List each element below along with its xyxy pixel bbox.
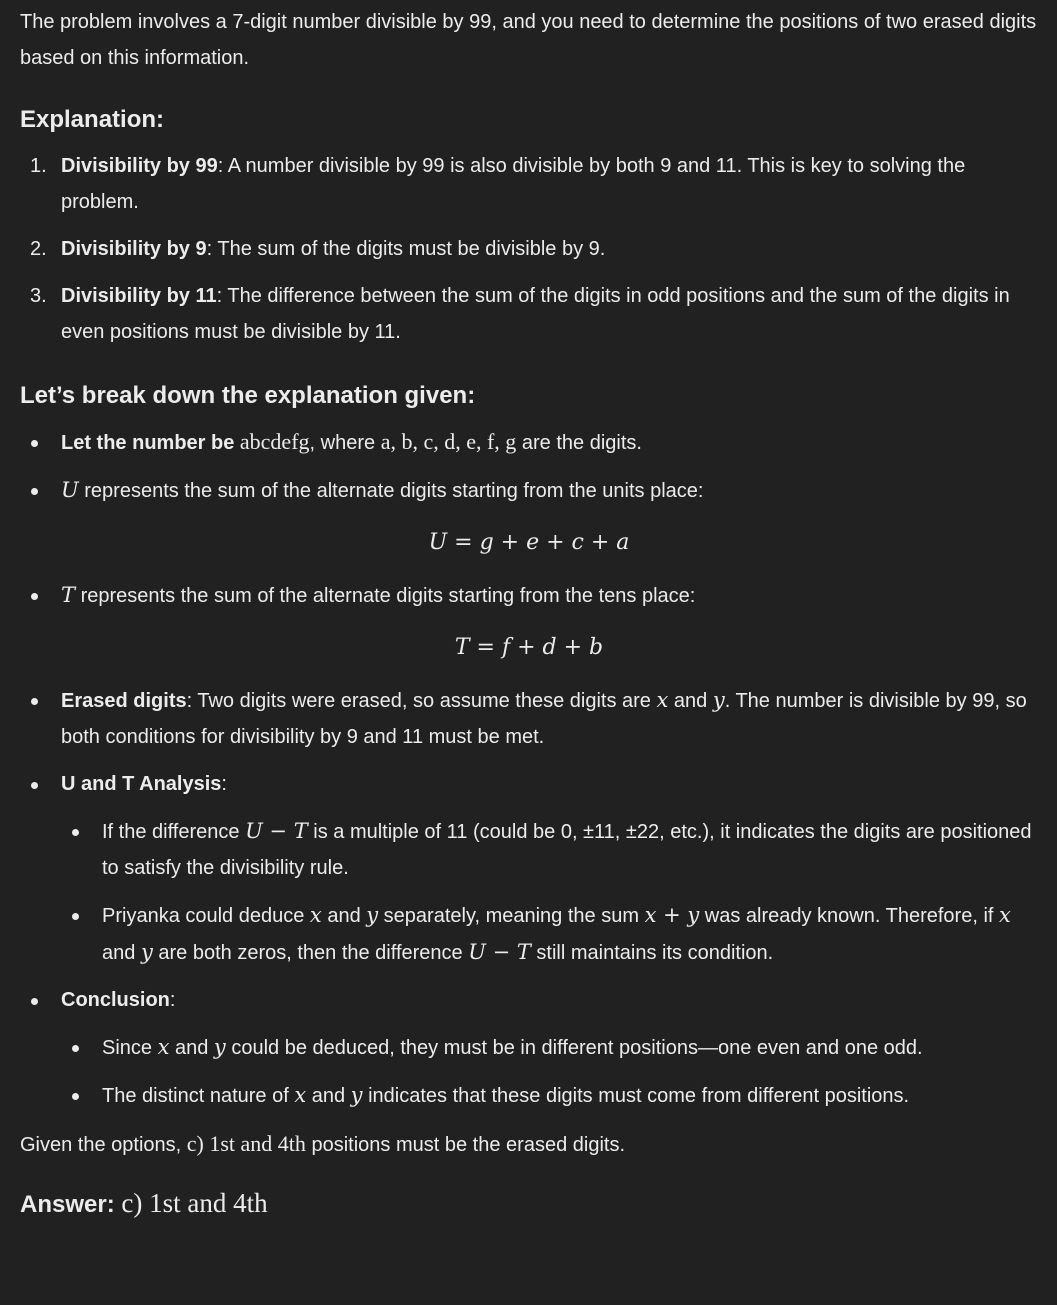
- step-term: Divisibility by 99: [61, 155, 218, 177]
- math-var: x: [157, 1035, 170, 1059]
- bullet-text: . The number is divisible by 99, so both conditions for divisibility by 9 and 11 must be met.: [61, 690, 1027, 748]
- bullet-text: represents the sum of the alternate digits starting from the units place:: [78, 480, 704, 502]
- math-option: c) 1st and 4th: [186, 1131, 306, 1156]
- paragraph-text: Given the options,: [20, 1134, 187, 1156]
- sub-list: [61, 1029, 1037, 1114]
- step-text: : The sum of the digits must be divisible by 9.: [206, 238, 606, 260]
- math-var: x: [309, 903, 322, 927]
- math-var: x: [999, 903, 1011, 927]
- bullet-text: Since: [102, 1037, 158, 1059]
- math-number: abcdefg: [239, 429, 310, 454]
- breakdown-list: [20, 424, 1037, 1114]
- answer-label: Answer:: [20, 1191, 115, 1218]
- math-expr: x + y: [644, 903, 700, 927]
- math-var: y: [350, 1083, 363, 1107]
- explanation-heading: Explanation:: [20, 106, 165, 133]
- list-item: [20, 148, 1037, 220]
- list-item: [20, 577, 1037, 666]
- bullet-text: and: [306, 1085, 351, 1107]
- bullet-text: still maintains its condition.: [530, 942, 774, 964]
- bullet-text: separately, meaning the sum: [378, 905, 645, 927]
- list-number: 1.: [30, 155, 47, 177]
- bullet-text: is a multiple of 11 (could be 0, ±11, ±22, etc.), it indicates the digits are positioned to satisfy the divisibility rule.: [102, 821, 1032, 879]
- list-number: 2.: [30, 238, 47, 260]
- bullet-text: indicates that these digits must come from different positions.: [362, 1085, 910, 1107]
- list-item: [20, 231, 1037, 267]
- math-digits: a, b, c, d, e, f, g: [380, 429, 517, 454]
- bullet-term: Conclusion: [61, 989, 170, 1011]
- math-var: y: [366, 903, 379, 927]
- math-var: y: [213, 1035, 226, 1059]
- bullet-text: , where: [309, 432, 381, 454]
- equation-t: T = f + d + b: [454, 635, 604, 660]
- paragraph-text: positions must be the erased digits.: [305, 1134, 625, 1156]
- bullet-lead: Let the number be: [61, 432, 240, 454]
- list-number: 3.: [30, 285, 47, 307]
- math-var: x: [656, 688, 669, 712]
- bullet-text: and: [169, 1037, 214, 1059]
- math-var: x: [294, 1083, 307, 1107]
- bullet-text: are both zeros, then the difference: [152, 942, 469, 964]
- list-item: [20, 424, 1037, 461]
- answer-value: c) 1st and 4th: [121, 1188, 268, 1218]
- bullet-text: represents the sum of the alternate digits starting from the tens place:: [75, 585, 696, 607]
- bullet-text: and: [102, 942, 141, 964]
- sub-list: [61, 813, 1037, 971]
- bullet-text: was already known. Therefore, if: [699, 905, 999, 927]
- math-expr: U − T: [245, 819, 308, 843]
- divisibility-steps-list: [20, 148, 1037, 350]
- bullet-text: and: [668, 690, 713, 712]
- bullet-term: Erased digits: [61, 690, 187, 712]
- math-expr: U − T: [468, 940, 531, 964]
- intro-paragraph: The problem involves a 7-digit number divisible by 99, and you need to determine the positions of two erased digits based on this information.: [20, 11, 1037, 69]
- bullet-text: are the digits.: [516, 432, 642, 454]
- step-term: Divisibility by 9: [61, 238, 207, 260]
- bullet-text: could be deduced, they must be in different positions—one even and one odd.: [225, 1037, 923, 1059]
- list-item: [20, 278, 1037, 350]
- math-var-t: T: [61, 583, 76, 607]
- list-item: [20, 982, 1037, 1114]
- bullet-text: :: [169, 989, 176, 1011]
- list-item: [20, 682, 1037, 755]
- bullet-text: and: [321, 905, 367, 927]
- step-text: : The difference between the sum of the digits in odd positions and the sum of the digits in even positions must be divisible by 11.: [61, 285, 1010, 343]
- math-var: y: [712, 688, 725, 712]
- given-paragraph: [20, 1126, 1037, 1163]
- list-item: [61, 897, 1037, 971]
- equation-u: U = g + e + c + a: [428, 530, 630, 555]
- bullet-text: The distinct nature of: [102, 1085, 295, 1107]
- math-var: y: [140, 940, 153, 964]
- bullet-text: If the difference: [102, 821, 246, 843]
- list-item: [61, 1077, 1037, 1114]
- breakdown-heading: Let’s break down the explanation given:: [20, 382, 476, 409]
- list-item: [61, 1029, 1037, 1066]
- bullet-text: : Two digits were erased, so assume these digits are: [186, 690, 657, 712]
- list-item: [20, 766, 1037, 971]
- bullet-text: :: [221, 773, 227, 795]
- bullet-text: Priyanka could deduce: [102, 905, 310, 927]
- list-item: [61, 813, 1037, 886]
- math-var-u: U: [61, 478, 79, 502]
- step-term: Divisibility by 11: [61, 285, 217, 307]
- list-item: [20, 472, 1037, 561]
- bullet-term: U and T Analysis: [61, 773, 222, 795]
- answer-line: [20, 1185, 1037, 1223]
- step-text: : A number divisible by 99 is also divisible by both 9 and 11. This is key to solving the problem.: [61, 155, 966, 213]
